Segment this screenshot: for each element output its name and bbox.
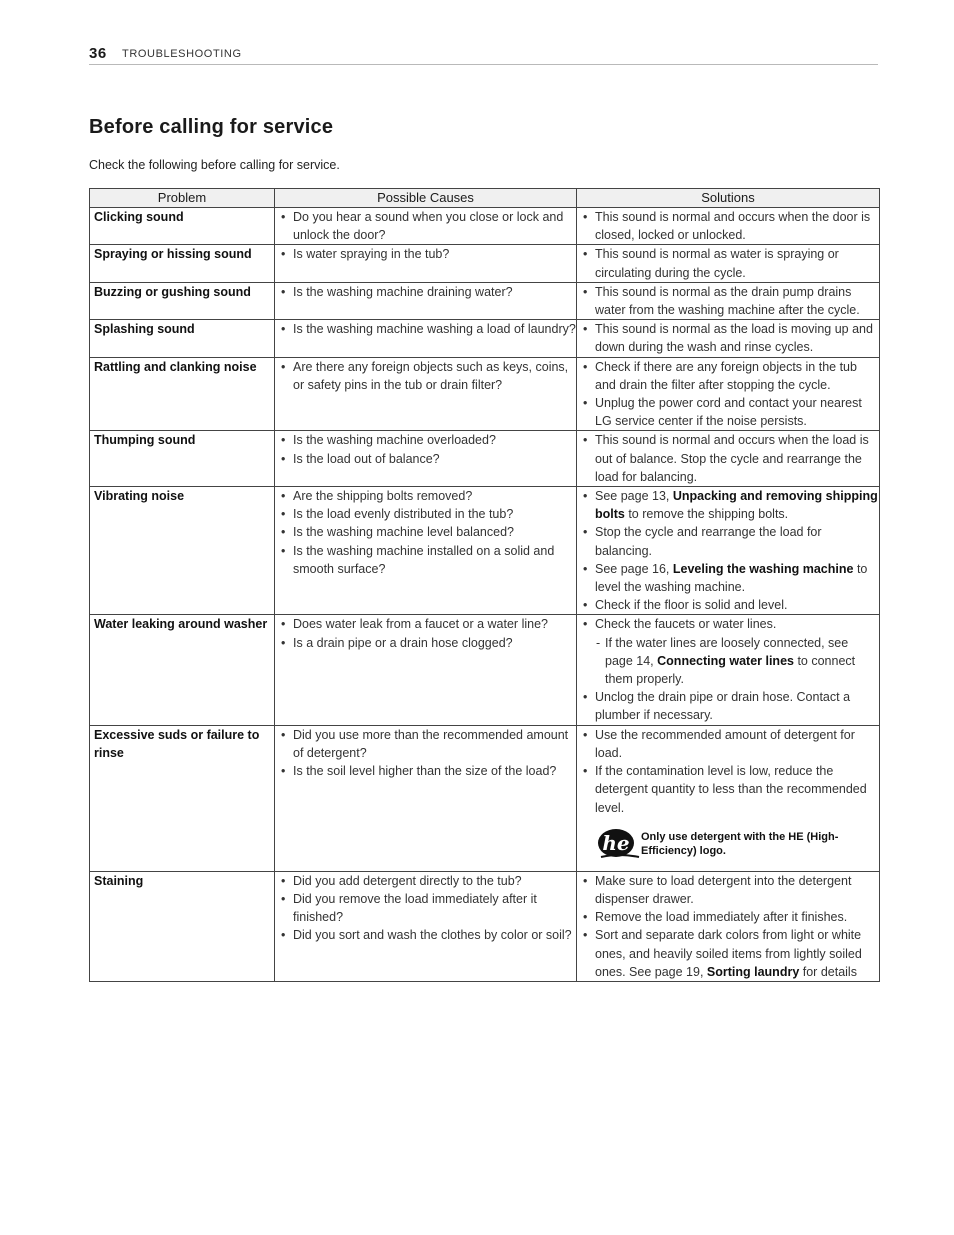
page-number: 36 xyxy=(89,45,107,62)
page-title: Before calling for service xyxy=(89,116,334,138)
problem-cell: Vibrating noise xyxy=(90,487,275,615)
causes-cell xyxy=(275,320,577,357)
table-row xyxy=(90,431,880,487)
solution-item: • Unclog the drain pipe or drain hose. Contact a plumber if necessary. xyxy=(581,688,879,724)
solutions-cell xyxy=(577,282,880,319)
solution-item xyxy=(581,926,879,981)
solution-item: • This sound is normal as the drain pump drains water from the washing machine after the cycle. xyxy=(581,283,879,319)
cause-item: • Is the washing machine draining water? xyxy=(279,283,576,301)
solution-item: • This sound is normal and occurs when the load is out of balance. Stop the cycle and rearrange the load for balancing. xyxy=(581,431,879,486)
table-row xyxy=(90,208,880,245)
solution-item: • This sound is normal as water is spraying or circulating during the cycle. xyxy=(581,245,879,281)
solution-reference: Unpacking and removing shipping bolts xyxy=(595,489,878,522)
solutions-cell xyxy=(577,208,880,245)
cause-item: • Is the load evenly distributed in the tub? xyxy=(279,505,576,523)
solutions-cell xyxy=(577,245,880,282)
cause-item: • Did you add detergent directly to the tub? xyxy=(279,872,576,890)
solutions-cell xyxy=(577,615,880,725)
solution-item: • Use the recommended amount of detergent for load. xyxy=(581,726,879,762)
solution-text: Sort and separate dark colors from light or white ones, and heavily soiled items from lightly soiled ones. See page 19, xyxy=(595,928,862,979)
solutions-cell xyxy=(577,871,880,981)
solution-item: • This sound is normal and occurs when the door is closed, locked or unlocked. xyxy=(581,208,879,244)
problem-cell: Staining xyxy=(90,871,275,981)
he-detergent-note xyxy=(595,827,879,861)
table-row xyxy=(90,282,880,319)
solutions-cell xyxy=(577,487,880,615)
solution-item xyxy=(581,634,879,689)
column-header-solutions: Solutions xyxy=(577,189,880,208)
cause-item: • Did you use more than the recommended amount of detergent? xyxy=(279,726,576,762)
problem-cell: Spraying or hissing sound xyxy=(90,245,275,282)
solutions-cell xyxy=(577,357,880,431)
solution-item: • Check if the floor is solid and level. xyxy=(581,596,879,614)
table-row xyxy=(90,871,880,981)
problem-cell: Splashing sound xyxy=(90,320,275,357)
solution-item: • This sound is normal as the load is moving up and down during the wash and rinse cycles. xyxy=(581,320,879,356)
problem-cell: Clicking sound xyxy=(90,208,275,245)
solution-reference: Leveling the washing machine xyxy=(672,561,854,576)
solution-item: • Check if there are any foreign objects in the tub and drain the filter after stopping the cycle. xyxy=(581,358,879,394)
table-row xyxy=(90,615,880,725)
solution-item: • Unplug the power cord and contact your nearest LG service center if the noise persists. xyxy=(581,394,879,430)
causes-cell xyxy=(275,431,577,487)
problem-cell: Water leaking around washer xyxy=(90,615,275,725)
page-header xyxy=(89,44,878,65)
problem-cell: Excessive suds or failure to rinse xyxy=(90,725,275,871)
solution-item: • Remove the load immediately after it finishes. xyxy=(581,908,879,926)
solution-text: for details xyxy=(799,964,857,979)
problem-cell: Rattling and clanking noise xyxy=(90,357,275,431)
causes-cell xyxy=(275,208,577,245)
cause-item: • Do you hear a sound when you close or lock and unlock the door? xyxy=(279,208,576,244)
solution-text: If the water lines are loosely connected, see page 14, xyxy=(605,635,849,668)
problem-cell: Thumping sound xyxy=(90,431,275,487)
solution-text: to level the washing machine. xyxy=(595,561,868,595)
solution-item: • Make sure to load detergent into the detergent dispenser drawer. xyxy=(581,872,879,908)
cause-item: • Is water spraying in the tub? xyxy=(279,245,576,263)
solution-reference: Sorting laundry xyxy=(706,964,800,979)
cause-item: • Are there any foreign objects such as keys, coins, or safety pins in the tub or drain filter? xyxy=(279,358,576,394)
he-logo-icon xyxy=(595,827,641,861)
solution-reference: Connecting water lines xyxy=(657,653,794,668)
table-row xyxy=(90,357,880,431)
troubleshooting-table xyxy=(89,188,880,982)
cause-item: • Is the washing machine overloaded? xyxy=(279,431,576,449)
solution-text: to connect them properly. xyxy=(605,653,856,687)
table-body xyxy=(90,208,880,982)
cause-item: • Is the washing machine washing a load of laundry? xyxy=(279,320,576,338)
table-header-row xyxy=(90,189,880,208)
solution-text: See page 13, xyxy=(595,489,673,504)
he-note-text: Only use detergent with the HE (High-Efficiency) logo. xyxy=(641,830,839,857)
solution-item: • If the contamination level is low, reduce the detergent quantity to less than the recommended level. xyxy=(581,762,879,817)
cause-item: • Does water leak from a faucet or a water line? xyxy=(279,615,576,633)
column-header-problem: Problem xyxy=(90,189,275,208)
solution-item xyxy=(581,560,879,596)
solution-text: See page 16, xyxy=(595,561,673,576)
causes-cell xyxy=(275,871,577,981)
cause-item: • Is a drain pipe or a drain hose clogged? xyxy=(279,634,576,652)
table-row xyxy=(90,245,880,282)
solution-text: to remove the shipping bolts. xyxy=(624,507,789,522)
column-header-causes: Possible Causes xyxy=(275,189,577,208)
solutions-cell xyxy=(577,725,880,871)
cause-item: • Are the shipping bolts removed? xyxy=(279,487,576,505)
intro-text: Check the following before calling for service. xyxy=(89,158,340,172)
solution-item: • Check the faucets or water lines. xyxy=(581,615,879,633)
table-row xyxy=(90,320,880,357)
table-row xyxy=(90,725,880,871)
problem-cell: Buzzing or gushing sound xyxy=(90,282,275,319)
he-logo-text: he xyxy=(602,830,630,855)
section-name: TROUBLESHOOTING xyxy=(122,48,242,60)
causes-cell xyxy=(275,357,577,431)
solutions-cell xyxy=(577,320,880,357)
cause-item: • Did you sort and wash the clothes by color or soil? xyxy=(279,926,576,944)
solution-item xyxy=(581,487,879,523)
cause-item: • Is the load out of balance? xyxy=(279,450,576,468)
solution-item: • Stop the cycle and rearrange the load for balancing. xyxy=(581,523,879,559)
causes-cell xyxy=(275,245,577,282)
table-row xyxy=(90,487,880,615)
cause-item: • Is the washing machine level balanced? xyxy=(279,523,576,541)
causes-cell xyxy=(275,282,577,319)
causes-cell xyxy=(275,725,577,871)
causes-cell xyxy=(275,615,577,725)
cause-item: • Is the soil level higher than the size of the load? xyxy=(279,762,576,780)
cause-item: • Is the washing machine installed on a solid and smooth surface? xyxy=(279,542,576,578)
solutions-cell xyxy=(577,431,880,487)
cause-item: • Did you remove the load immediately after it finished? xyxy=(279,890,576,926)
causes-cell xyxy=(275,487,577,615)
